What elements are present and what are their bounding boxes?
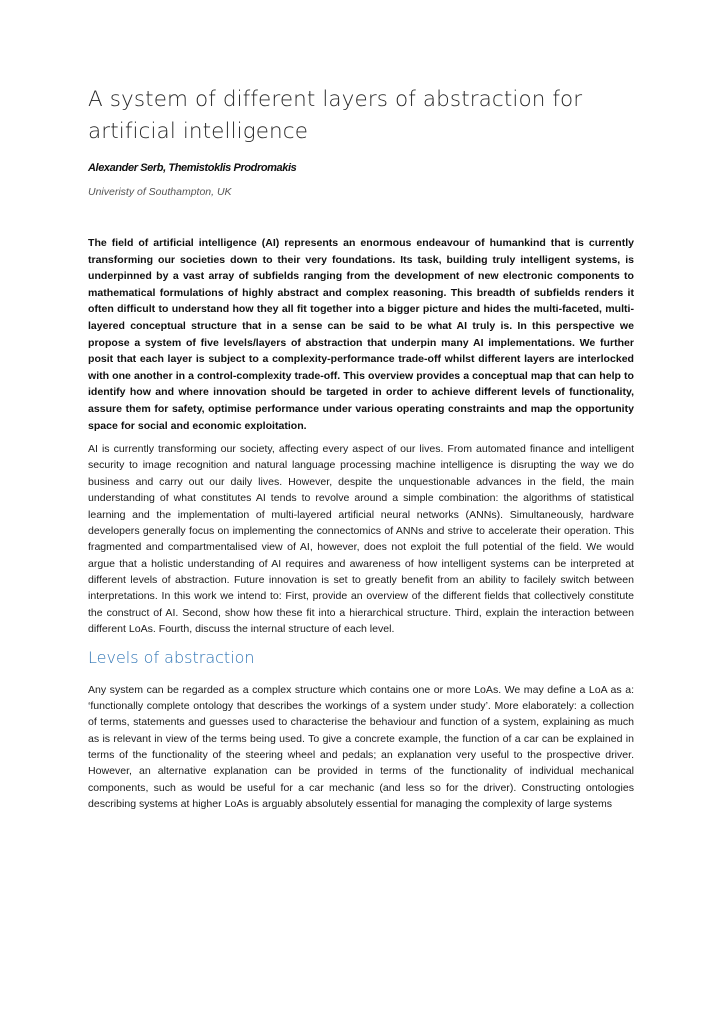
intro-paragraph: AI is currently transforming our society, affecting every aspect of our lives. From automated finance and intelligent security to image recognition and natural language processing machine intelligence is disrupting the way we do business and carry out our daily lives. However, despite the unquestionable advances in the field, the main understanding of what constitutes AI tends to revolve around a simple combination: the algorithms of statistical learning and the implementation of multi-layered artificial neural networks (ANNs). Simultaneously, hardware developers generally focus on implementing the connectomics of ANNs and strive to accelerate their operation. This fragmented and compartmentalised view of AI, however, does not exploit the full potential of the field. We would argue that a holistic understanding of AI requires and awareness of how intelligent systems can be interpreted at different levels of abstraction. Future innovation is set to greatly benefit from an ability to facilely switch between interpretations. In this work we intend to: First, provide an overview of the different fields that collectively constitute the construct of AI. Second, show how these fit into a hierarchical structure. Third, explain the interaction between different LoAs. Fourth, discuss the internal structure of each level. [88, 443, 634, 635]
section-heading: Levels of abstraction [88, 648, 255, 668]
paper-title: A system of different layers of abstraction for artificial intelligence [88, 87, 583, 144]
affiliation: Univeristy of Southampton, UK [88, 186, 232, 198]
abstract: The field of artificial intelligence (AI) represents an enormous endeavour of humankind that is currently transforming our societies down to their very foundations. Its task, building truly intelligent systems, is underpinned by a vast array of subfields ranging from the development of new electronic components to mathematical formulations of highly abstract and complex reasoning. This breadth of subfields renders it often difficult to understand how they all fit together into a bigger picture and hides the multi-faceted, multi-layered conceptual structure that in a sense can be said to be what AI truly is. In this perspective we propose a system of five levels/layers of abstraction that underpin many AI implementations. We further posit that each layer is subject to a complexity-performance trade-off whilst different layers are interlocked with one another in a control-complexity trade-off. This overview provides a conceptual map that can help to identify how and where innovation should be targeted in order to achieve different levels of functionality, assure them for safety, optimise performance under various operating constraints and map the opportunity space for social and economic exploitation. [88, 237, 634, 432]
section-paragraph: Any system can be regarded as a complex structure which contains one or more LoAs. We may define a LoA as a: ‘functionally complete ontology that describes the workings of a system under study’. More elaborately: a collection of terms, statements and guesses used to characterise the behaviour and function of a system, explaining as much as is relevant in view of the terms being used. To give a concrete example, the function of a car can be explained in terms of the functionality of the steering wheel and pedals; an explanation very useful to the prospective driver. However, an alternative explanation can be provided in terms of the functionality of individual mechanical components, such as would be useful for a car mechanic (and less so for the driver). Constructing ontologies describing systems at higher LoAs is arguably absolutely essential for managing the complexity of large systems [88, 683, 634, 810]
paper-page [88, 84, 634, 812]
author-list: Alexander Serb, Themistoklis Prodromakis [88, 162, 297, 174]
